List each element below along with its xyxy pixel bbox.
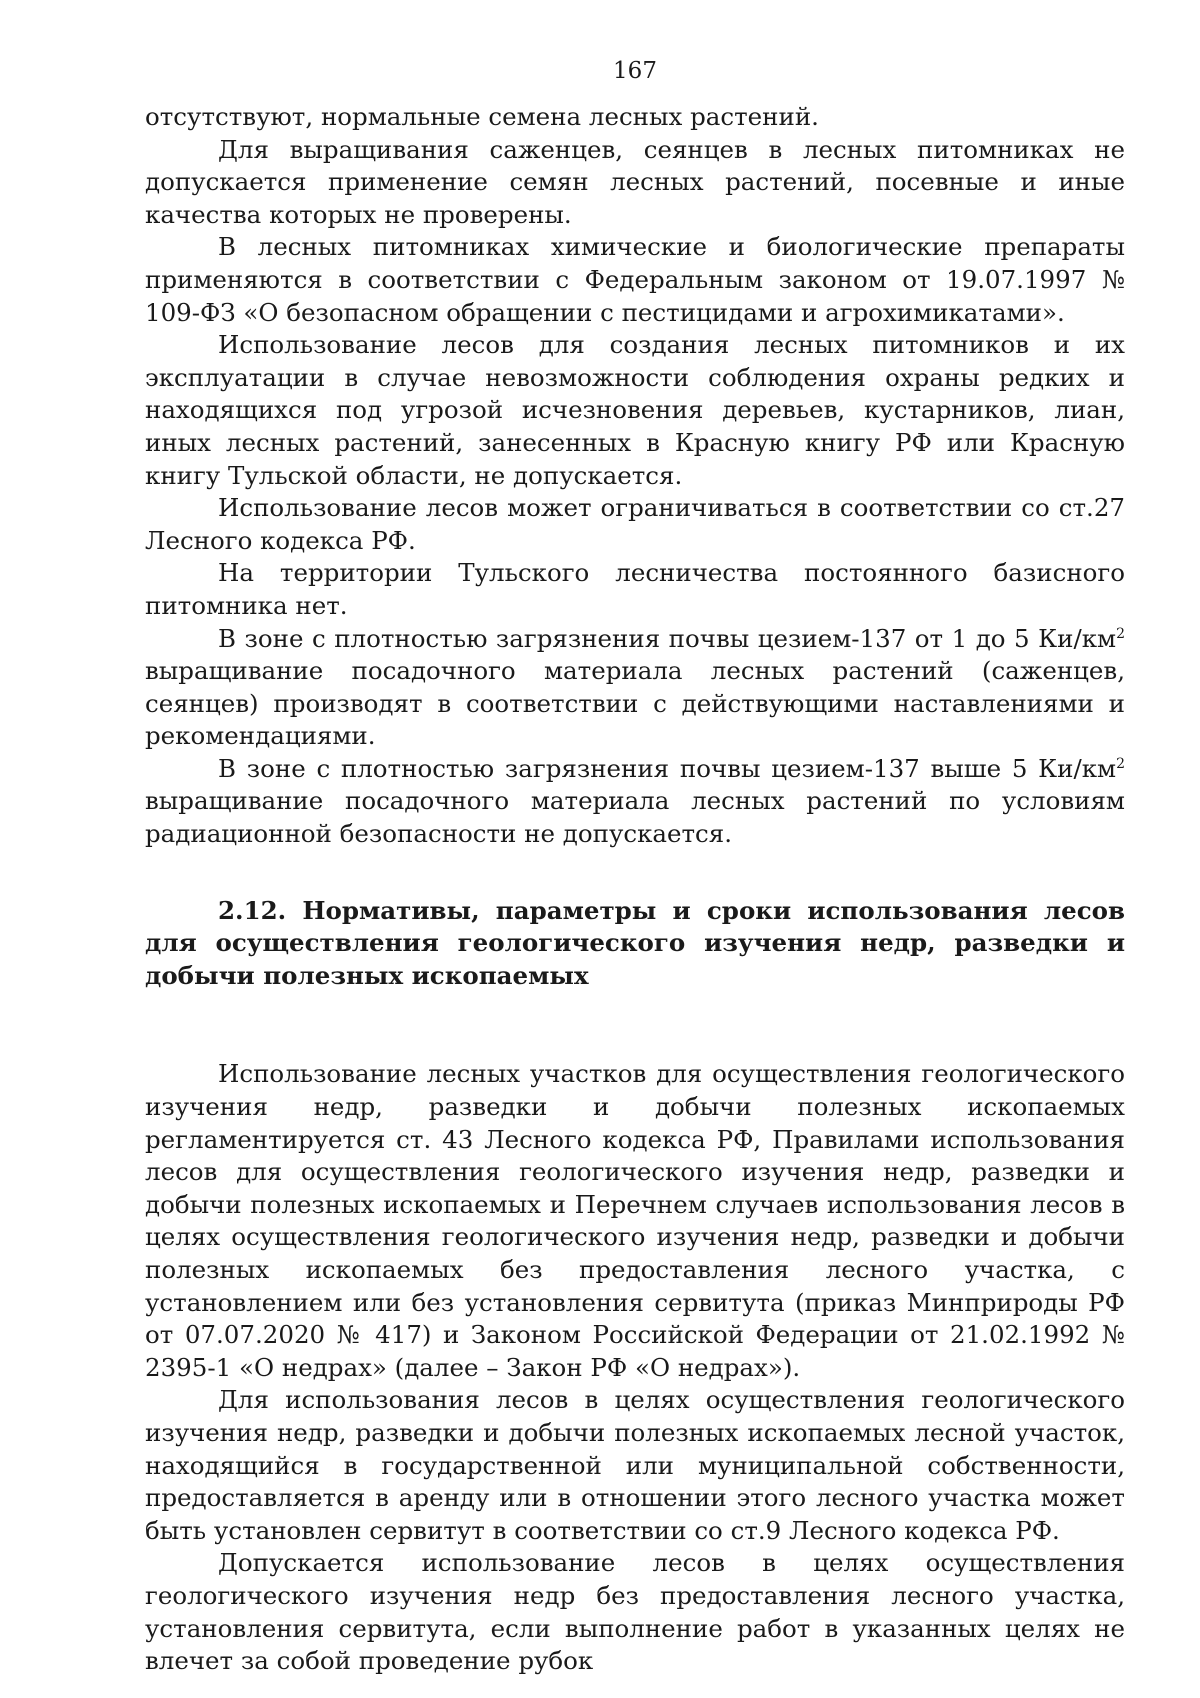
paragraph-chemicals: В лесных питомниках химические и биологические препараты применяются в соответствии с Федеральным законом от 19.07.1997 № 109-ФЗ «О безопасном обращении с пестицидами и агрохимикатами». [145, 232, 1125, 327]
paragraph-restriction: Использование лесов может ограничиваться в соответствии со ст.27 Лесного кодекса РФ. [145, 493, 1125, 555]
paragraph-lease: Для использования лесов в целях осуществления геологического изучения недр, разведки и добычи полезных ископаемых лесной участок, находящийся в государственной или муниципальной собственности, предоставляется в аренду или в отношении этого лесного участка может быть установлен сервитут в соответствии со ст.9 Лесного кодекса РФ. [145, 1385, 1125, 1545]
cesium-high-exponent: 2 [1116, 755, 1125, 772]
cesium-low-exponent: 2 [1116, 625, 1125, 642]
paragraph-nursery: На территории Тульского лесничества постоянного базисного питомника нет. [145, 558, 1125, 620]
paragraph-cesium-low [145, 623, 1125, 753]
paragraph-red-book: Использование лесов для создания лесных питомников и их эксплуатации в случае невозможности соблюдения охраны редких и находящихся под угрозой исчезновения деревьев, кустарников, лиан, иных лесных растений, занесенных в Красную книгу РФ или Красную книгу Тульской области, не допускается. [145, 330, 1125, 490]
cesium-low-text-cont: выращивание посадочного материала лесных растений (саженцев, сеянцев) производят в соответствии с действующими наставлениями и рекомендациями. [145, 656, 1125, 751]
paragraph-seeds: Для выращивания саженцев, сеянцев в лесных питомниках не допускается применение семян лесных растений, посевные и иные качества которых не проверены. [145, 134, 1125, 229]
paragraph-continuation: отсутствуют, нормальные семена лесных растений. [145, 102, 819, 131]
paragraph-regulation: Использование лесных участков для осуществления геологического изучения недр, разведки и добычи полезных ископаемых регламентируется ст. 43 Лесного кодекса РФ, Правилами использования лесов для осуществления геологического изучения недр, разведки и добычи полезных ископаемых и Перечнем случаев использования лесов в целях осуществления геологического изучения недр, разведки и добычи полезных ископаемых без предоставления лесного участка, с установлением или без установления сервитута (приказ Минприроды РФ от 07.07.2020 № 417) и Законом Российской Федерации от 21.02.1992 № 2395-1 «О недрах» (далее – Закон РФ «О недрах»). [145, 1059, 1125, 1382]
section-heading: 2.12. Нормативы, параметры и сроки использования лесов для осуществления геологического изучения недр, разведки и добычи полезных ископаемых [145, 895, 1125, 990]
page-number: 167 [613, 58, 657, 84]
document-page [145, 55, 1125, 1678]
paragraph-permitted-use: Допускается использование лесов в целях осуществления геологического изучения недр без предоставления лесного участка, установления сервитута, если выполнение работ в указанных целях не влечет за собой проведение рубок [145, 1548, 1125, 1676]
cesium-high-text: В зоне с плотностью загрязнения почвы цезием-137 выше 5 Ки/км [218, 753, 1117, 783]
paragraph-cesium-high [145, 753, 1125, 851]
cesium-high-text-cont: выращивание посадочного материала лесных растений по условиям радиационной безопасности не допускается. [145, 786, 1125, 849]
cesium-low-text: В зоне с плотностью загрязнения почвы цезием-137 от 1 до 5 Ки/км [218, 623, 1117, 653]
